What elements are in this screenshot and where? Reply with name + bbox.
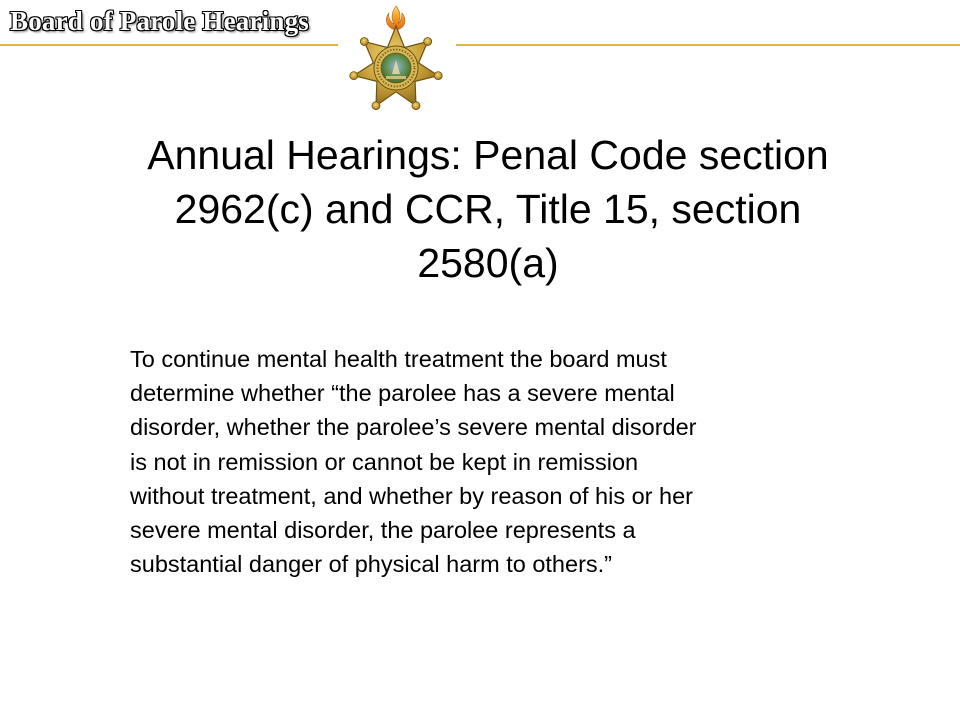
body-line: substantial danger of physical harm to others.” — [130, 551, 613, 578]
sheriff-star-badge-icon — [340, 4, 452, 122]
body-line: disorder, whether the parolee’s severe mental disorder — [130, 414, 697, 441]
header-title: Board of Parole Hearings — [10, 6, 310, 36]
slide-title-line: 2580(a) — [417, 240, 559, 286]
header-rule-right — [456, 44, 960, 46]
body-paragraph — [130, 342, 930, 581]
body-line: To continue mental health treatment the board must — [130, 346, 667, 372]
body-line: is not in remission or cannot be kept in remission — [130, 448, 639, 475]
header-rule-left — [0, 44, 338, 46]
body-line: without treatment, and whether by reason of his or her — [130, 482, 694, 509]
slide-title — [88, 128, 888, 290]
slide-title-line: Annual Hearings: Penal Code section — [147, 132, 829, 178]
body-line: severe mental disorder, the parolee represents a — [130, 517, 636, 544]
body-line: determine whether “the parolee has a severe mental — [130, 380, 675, 407]
slide-title-line: 2962(c) and CCR, Title 15, section — [174, 186, 802, 232]
